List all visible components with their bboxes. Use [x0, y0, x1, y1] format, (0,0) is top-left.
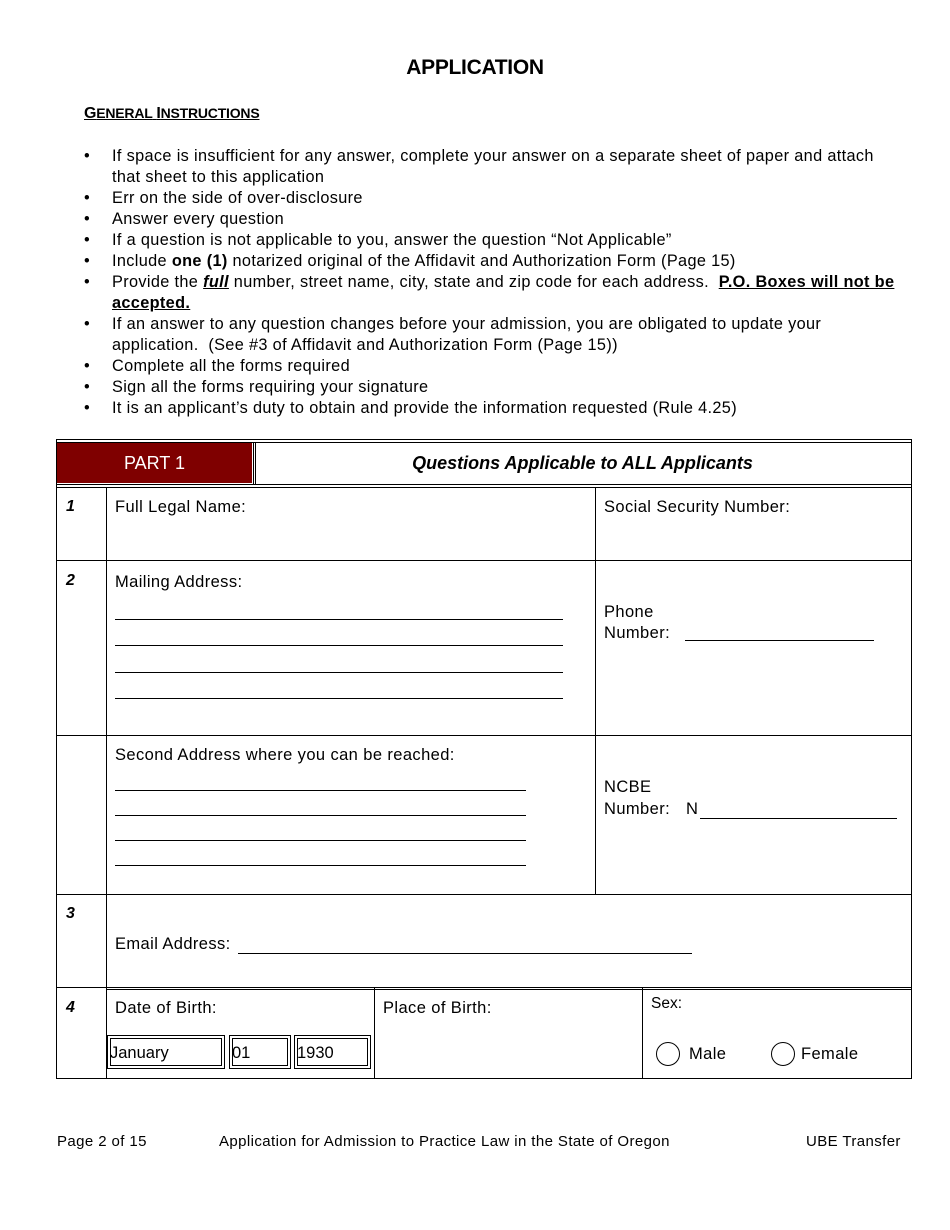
mailing-address-line[interactable]: [115, 698, 563, 699]
column-divider: [106, 487, 107, 1079]
instruction-text: Answer every question: [112, 210, 285, 228]
list-item: [84, 230, 904, 251]
mailing-address-line[interactable]: [115, 645, 563, 646]
phone-label: Phone: [604, 603, 654, 621]
bullet-icon: •: [84, 231, 91, 249]
male-label: Male: [689, 1045, 727, 1063]
list-item: [84, 251, 904, 272]
female-label: Female: [801, 1045, 859, 1063]
row-number: 1: [66, 498, 75, 515]
full-legal-name-field[interactable]: [107, 520, 593, 558]
instruction-text: Include: [112, 252, 172, 270]
dob-label: Date of Birth:: [115, 999, 217, 1017]
row-number: 3: [66, 905, 75, 922]
instruction-text: Provide the: [112, 273, 204, 291]
bullet-icon: •: [84, 210, 91, 228]
list-item: [84, 398, 904, 419]
table-border: [56, 487, 912, 488]
row-divider: [56, 1078, 912, 1079]
email-address-label: Email Address:: [115, 935, 231, 953]
row-divider: [56, 560, 912, 561]
ssn-label: Social Security Number:: [604, 498, 791, 516]
place-of-birth-label: Place of Birth:: [383, 999, 492, 1017]
full-legal-name-label: Full Legal Name:: [115, 498, 247, 516]
email-address-field[interactable]: [238, 953, 692, 954]
list-item: [84, 146, 904, 188]
list-item: [84, 272, 904, 314]
table-border: [56, 484, 912, 485]
instruction-emphasis: P.O. Boxes will not be accepted.: [112, 273, 895, 312]
ncbe-prefix: N: [686, 800, 699, 818]
place-of-birth-field[interactable]: [376, 1022, 640, 1076]
female-radio[interactable]: [771, 1042, 795, 1066]
bullet-icon: •: [84, 273, 91, 291]
second-address-line[interactable]: [115, 840, 526, 841]
table-border: [253, 442, 254, 485]
bullet-icon: •: [84, 378, 91, 396]
row-divider: [56, 735, 912, 736]
bullet-icon: •: [84, 315, 91, 333]
male-radio[interactable]: [656, 1042, 680, 1066]
row-divider: [56, 987, 912, 988]
part-label: PART 1: [57, 443, 252, 483]
row-number: 4: [66, 999, 75, 1016]
heading-text: ENERAL: [96, 105, 153, 121]
second-address-line[interactable]: [115, 790, 526, 791]
instruction-text: If a question is not applicable to you, answer the question “Not Applicable”: [112, 231, 672, 249]
list-item: [84, 209, 904, 230]
ncbe-label: NCBE: [604, 778, 652, 796]
phone-number-field[interactable]: [685, 640, 874, 641]
mailing-address-line[interactable]: [115, 672, 563, 673]
instruction-emphasis: full: [203, 273, 229, 291]
bullet-icon: •: [84, 252, 91, 270]
instruction-text: Sign all the forms requiring your signature: [112, 378, 429, 396]
dob-day-field[interactable]: 01: [229, 1035, 291, 1069]
mailing-address-line[interactable]: [115, 619, 563, 620]
ncbe-label: Number:: [604, 800, 671, 818]
list-item: [84, 314, 904, 356]
phone-label: Number:: [604, 624, 671, 642]
list-item: [84, 356, 904, 377]
table-border: [56, 439, 912, 440]
dob-month-field[interactable]: January: [107, 1035, 225, 1069]
row-number: 2: [66, 572, 75, 589]
dob-year-field[interactable]: 1930: [294, 1035, 371, 1069]
bullet-icon: •: [84, 399, 91, 417]
instruction-text: It is an applicant’s duty to obtain and provide the information requested (Rule 4.25): [112, 399, 737, 417]
instruction-text: notarized original of the Affidavit and Authorization Form (Page 15): [227, 252, 736, 270]
instructions-list: [84, 146, 904, 419]
footer-section: UBE Transfer: [806, 1133, 901, 1150]
part-title: Questions Applicable to ALL Applicants: [412, 452, 753, 473]
footer-title: Application for Admission to Practice Law in the State of Oregon: [219, 1133, 670, 1150]
sex-label: Sex:: [651, 995, 683, 1012]
table-border: [911, 439, 912, 1079]
bullet-icon: •: [84, 357, 91, 375]
ncbe-number-field[interactable]: [700, 818, 897, 819]
instruction-emphasis: one (1): [171, 252, 228, 270]
row-divider: [106, 989, 912, 990]
second-address-line[interactable]: [115, 865, 526, 866]
column-divider: [374, 988, 375, 1079]
instruction-text: Complete all the forms required: [112, 357, 350, 375]
bullet-icon: •: [84, 189, 91, 207]
heading-text: NSTRUCTIONS: [160, 105, 260, 121]
table-border: [56, 439, 57, 1079]
instruction-text: number, street name, city, state and zip code for each address.: [228, 273, 719, 291]
second-address-label: Second Address where you can be reached:: [115, 746, 455, 764]
bullet-icon: •: [84, 147, 91, 165]
heading-initial: G: [84, 105, 97, 122]
column-divider: [595, 487, 596, 895]
column-divider: [642, 988, 643, 1079]
ssn-field[interactable]: [597, 520, 909, 558]
list-item: [84, 377, 904, 398]
instruction-text: Err on the side of over-disclosure: [112, 189, 363, 207]
mailing-address-label: Mailing Address:: [115, 573, 243, 591]
row-divider: [56, 894, 912, 895]
page-title: APPLICATION: [406, 56, 544, 79]
heading-initial: I: [156, 105, 161, 122]
page-number: Page 2 of 15: [57, 1133, 147, 1150]
general-instructions-heading: [84, 105, 259, 123]
instruction-text: If space is insufficient for any answer, complete your answer on a separate sheet of paper and attach that sheet to this application: [112, 147, 874, 186]
instruction-text: If an answer to any question changes before your admission, you are obligated to update your application. (See #3 of Affidavit and Authorization Form (Page 15)): [112, 315, 827, 354]
second-address-line[interactable]: [115, 815, 526, 816]
list-item: [84, 188, 904, 209]
